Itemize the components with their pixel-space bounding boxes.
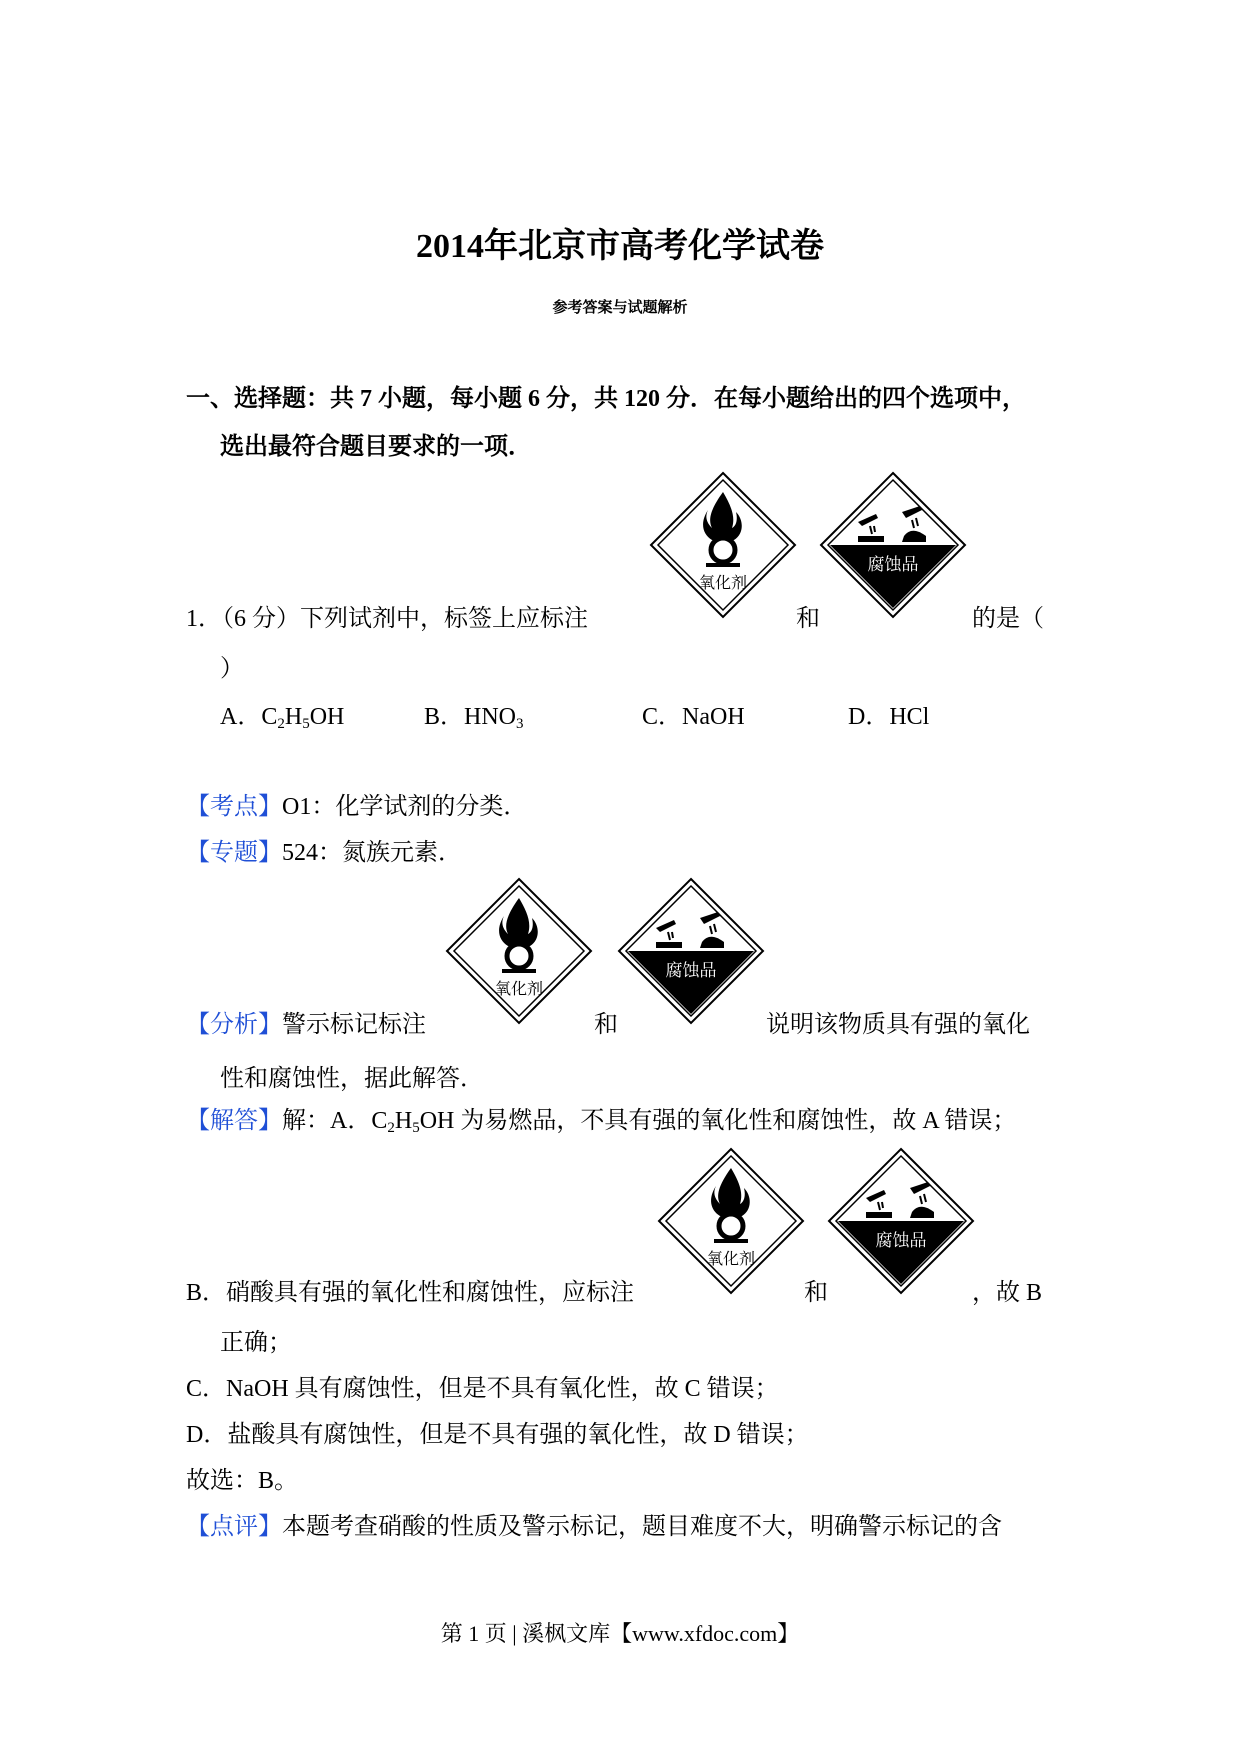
fenxi-post-text: 说明该物质具有强的氧化 bbox=[766, 1012, 1030, 1038]
zhuanti-text: 524：氮族元素． bbox=[282, 840, 462, 866]
oxidizer-sign bbox=[444, 876, 594, 1031]
option-b-formula: $HNO_3$ bbox=[464, 704, 524, 732]
fenxi-and: 和 bbox=[594, 1012, 618, 1038]
answer-d-line: D．盐酸具有腐蚀性，但是不具有强的氧化性，故 D 错误； bbox=[186, 1422, 809, 1448]
corrosive-sign bbox=[818, 470, 968, 625]
oxidizer-label: 氧化剂 bbox=[698, 573, 748, 592]
final-choice: 故选：B。 bbox=[186, 1468, 299, 1494]
question-and: 和 bbox=[796, 606, 820, 632]
corrosive-label: 腐蚀品 bbox=[665, 961, 717, 981]
fenxi-line2: 性和腐蚀性，据此解答． bbox=[220, 1066, 484, 1092]
oxidizer-sign bbox=[648, 470, 798, 625]
question-close-paren: ） bbox=[220, 656, 244, 682]
dianping-tag: 【点评】 bbox=[186, 1514, 282, 1540]
fenxi-row bbox=[186, 1004, 426, 1039]
fenxi-pre-text: 警示标记标注 bbox=[282, 1012, 426, 1038]
corrosive-sign bbox=[616, 876, 766, 1031]
kaodian-row bbox=[186, 786, 527, 821]
corrosive-label: 腐蚀品 bbox=[867, 555, 919, 575]
oxidizer-label: 氧化剂 bbox=[494, 979, 544, 998]
section-heading-line2: 选出最符合题目要求的一项． bbox=[220, 434, 532, 460]
dianping-text: 本题考查硝酸的性质及警示标记，题目难度不大，明确警示标记的含 bbox=[282, 1514, 1002, 1540]
option-a bbox=[220, 696, 344, 731]
jieda-tag: 【解答】 bbox=[186, 1108, 282, 1134]
option-d: D．HCl bbox=[848, 704, 930, 730]
page-footer: 第 1 页 | 溪枫文库【www.xfdoc.com】 bbox=[440, 1621, 800, 1646]
dianping-row bbox=[186, 1506, 1002, 1541]
jieda-row bbox=[186, 1100, 1016, 1135]
option-b bbox=[424, 696, 524, 731]
answer-b-and: 和 bbox=[804, 1280, 828, 1306]
question-stem: 1．（6 分）下列试剂中，标签上应标注 bbox=[186, 606, 588, 632]
oxidizer-sign bbox=[656, 1146, 806, 1301]
zhuanti-tag: 【专题】 bbox=[186, 840, 282, 866]
question-tail: 的是（ bbox=[972, 606, 1044, 632]
answer-b-tail: ，故 B bbox=[972, 1280, 1043, 1306]
corrosive-sign bbox=[826, 1146, 976, 1301]
section-heading-line1: 一、选择题：共 7 小题，每小题 6 分，共 120 分．在每小题给出的四个选项中， bbox=[186, 386, 1026, 412]
option-c: C．NaOH bbox=[642, 704, 745, 730]
document-subtitle: 参考答案与试题解析 bbox=[552, 300, 688, 316]
kaodian-tag: 【考点】 bbox=[186, 794, 282, 820]
option-b-label: B． bbox=[424, 704, 465, 730]
jieda-text: 解：A．$C_2H_5OH$ 为易燃品，不具有强的氧化性和腐蚀性，故 A 错误； bbox=[282, 1108, 1017, 1136]
answer-b-line: B．硝酸具有强的氧化性和腐蚀性，应标注 bbox=[186, 1280, 635, 1306]
option-a-label: A． bbox=[220, 704, 262, 730]
option-a-formula: $C_2H_5OH$ bbox=[261, 704, 345, 732]
answer-b-line2: 正确； bbox=[220, 1330, 292, 1356]
fenxi-tag: 【分析】 bbox=[186, 1012, 282, 1038]
oxidizer-label: 氧化剂 bbox=[706, 1249, 756, 1268]
answer-c-line: C．NaOH 具有腐蚀性，但是不具有氧化性，故 C 错误； bbox=[186, 1376, 779, 1402]
zhuanti-row bbox=[186, 832, 462, 867]
corrosive-label: 腐蚀品 bbox=[875, 1231, 927, 1251]
document-title: 2014年北京市高考化学试卷 bbox=[416, 228, 824, 265]
kaodian-text: O1：化学试剂的分类． bbox=[282, 794, 528, 820]
